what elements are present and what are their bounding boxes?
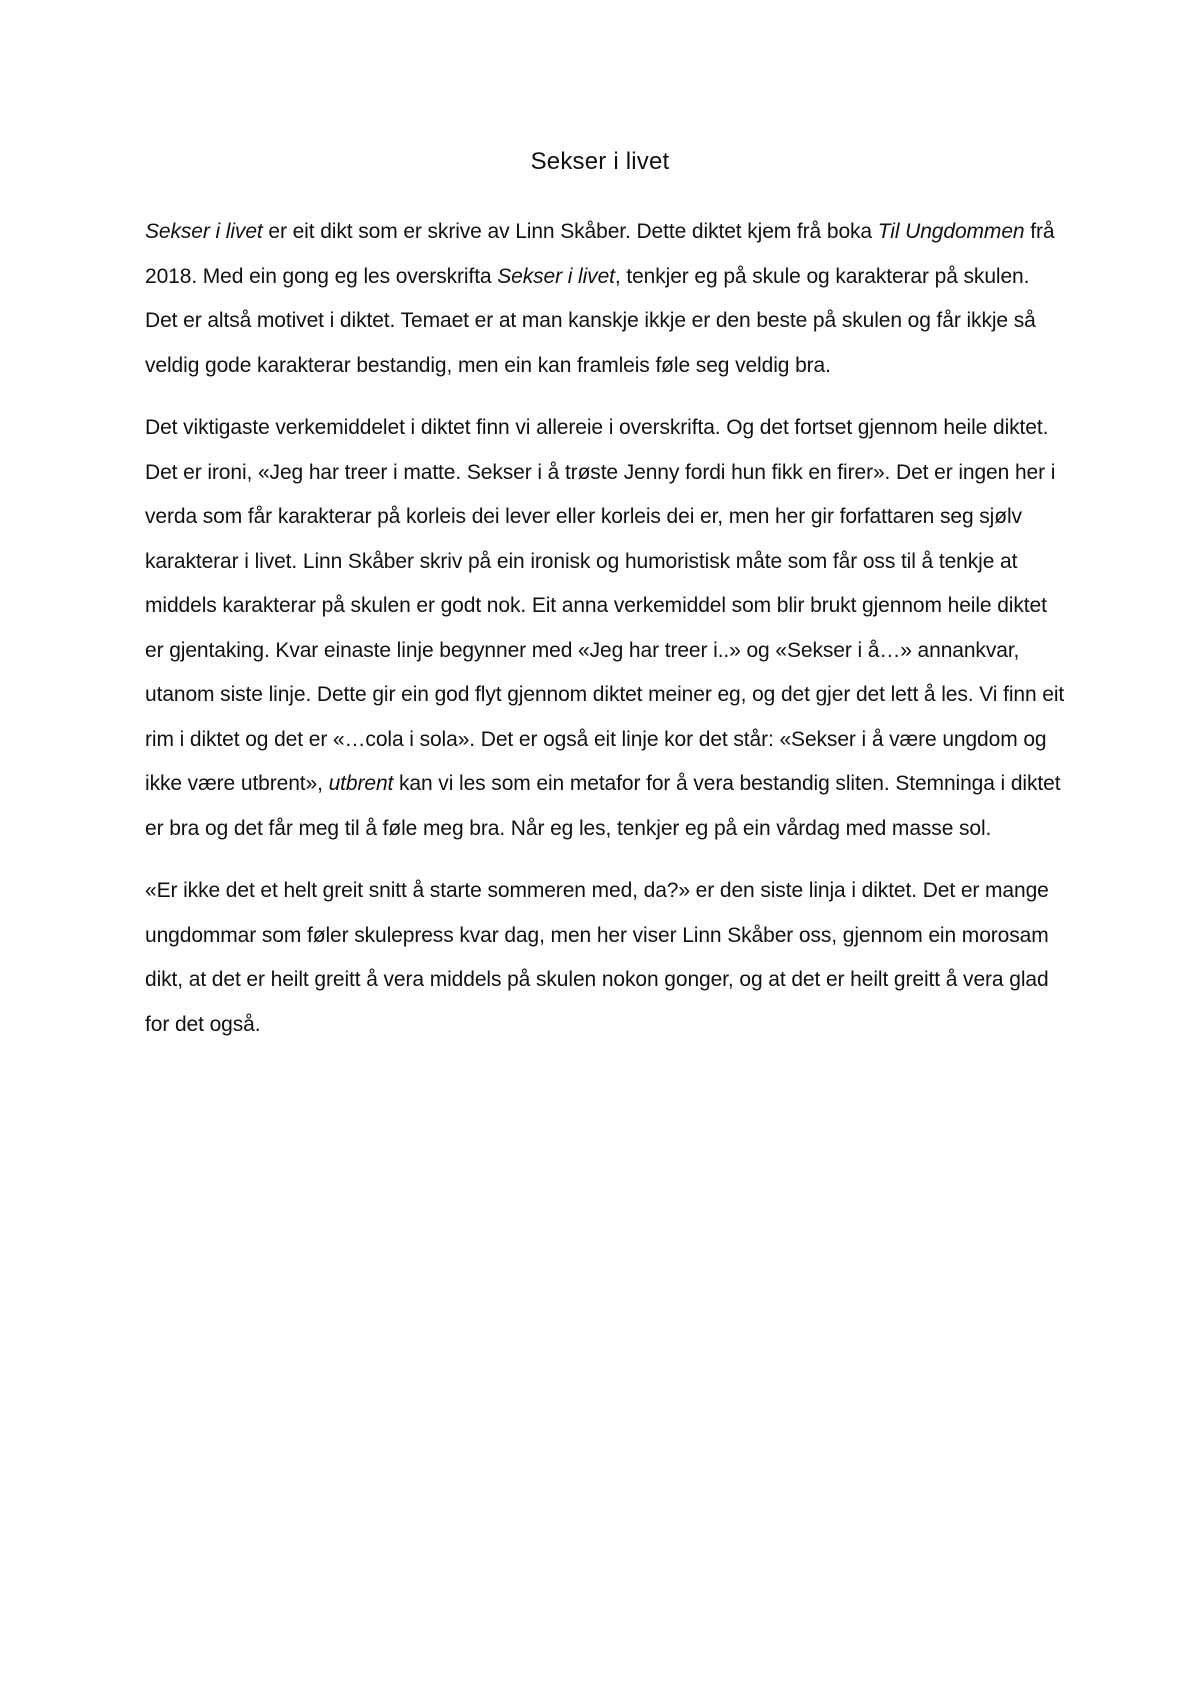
text-segment: Sekser i livet [497,264,615,288]
text-segment: Sekser i livet [145,220,263,243]
text-segment: Det viktigaste verkemiddelet i diktet finn vi allereie i overskrifta. Og det fortset gjennom heile diktet. Det er ironi, «Jeg har treer i matte. Sekser i å trøste Jenny fordi hun fikk en firer». Det er ingen her i verda som får karakterar på korleis dei lever eller korleis dei er, men her gir forfattaren seg sjølv karakterar i livet. Linn Skåber skriv på ein ironisk og humoristisk måte som får oss til å tenkje at middels karakterar på skulen er godt nok. Eit anna verkemiddel som blir brukt gjennom heile diktet er gjentaking. Kvar einaste linje begynner med «Jeg har treer i..» og «Sekser i å…» annankvar, utanom siste linje. Dette gir ein god flyt gjennom diktet meiner eg, og det gjer det lett å les. Vi finn eit rim i diktet og det er «…cola i sola». Det er også eit linje kor det står: «Sekser i å være ungdom og ikke være utbrent», [145,416,1065,795]
text-segment: er eit dikt som er skrive av Linn Skåber. Dette diktet kjem frå boka [262,220,878,243]
document-title: Sekser i livet [530,148,670,175]
text-segment: Til Ungdommen [877,220,1025,243]
text-segment: frå 2018. Med ein gong eg les overskrifta [145,220,1055,288]
text-segment: utbrent [328,772,394,795]
document-body [145,210,1065,1065]
paragraph-analysis [145,406,1065,851]
paragraph-intro [145,210,1065,388]
text-segment: «Er ikke det et helt greit snitt å starte sommeren med, da?» er den siste linja i diktet. Det er mange ungdommar som føler skulepress kvar dag, men her viser Linn Skåber oss, gjennom ein morosam dikt, at det er heilt greitt å vera middels på skulen nokon gonger, og at det er heilt greitt å vera glad for det også. [145,879,1049,1036]
text-segment: kan vi les som ein metafor for å vera bestandig sliten. Stemninga i diktet er bra og det får meg til å føle meg bra. Når eg les, tenkjer eg på ein vårdag med masse sol. [145,772,1061,840]
paragraph-conclusion [145,869,1065,1047]
text-segment: , tenkjer eg på skule og karakterar på skulen. Det er altså motivet i diktet. Temaet er at man kanskje ikkje er den beste på skulen og får ikkje så veldig gode karakterar bestandig, men ein kan framleis føle seg veldig bra. [145,264,1036,377]
